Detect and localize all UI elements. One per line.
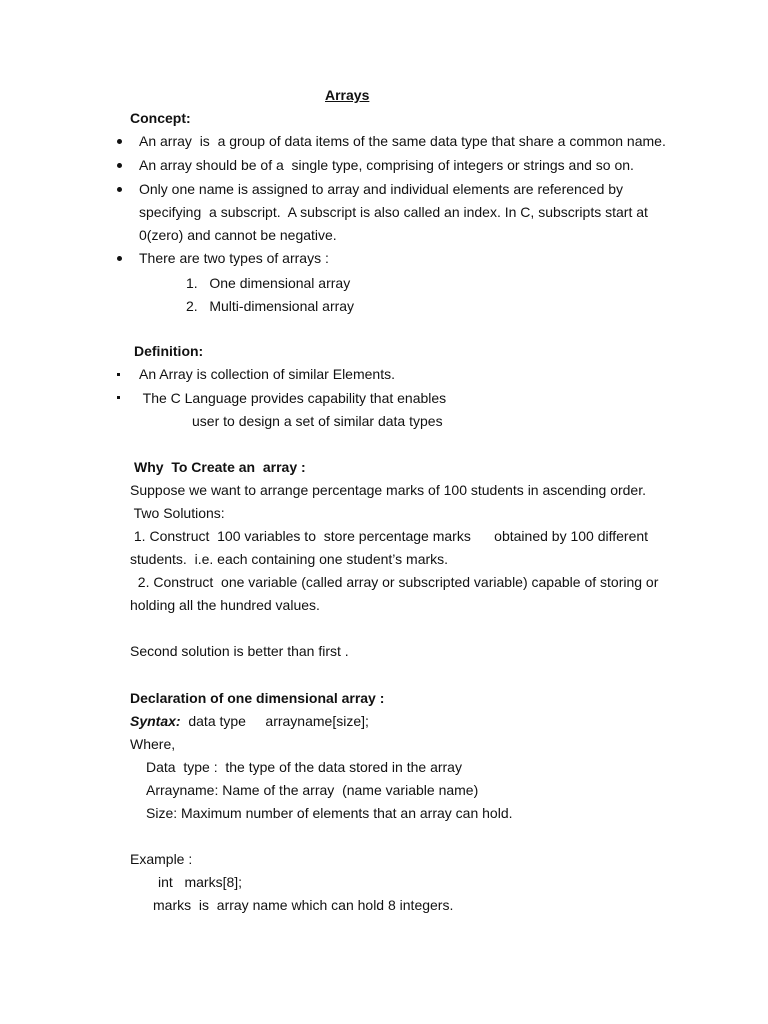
bullet-dot [117,373,120,376]
definition-item-1: An Array is collection of similar Elements. [139,366,395,382]
concept-bullet-3-line-3: 0(zero) and cannot be negative. [139,227,337,243]
page-title: Arrays [325,87,370,103]
concept-bullet-4: There are two types of arrays : [139,250,329,266]
bullet-dot [117,256,122,261]
why-line-1: Suppose we want to arrange percentage marks of 100 students in ascending order. [130,482,646,498]
declaration-heading: Declaration of one dimensional array : [130,690,385,706]
example-note: marks is array name which can hold 8 integers. [153,897,454,913]
concept-bullet-1: An array is a group of data items of the same data type that share a common name. [139,133,666,149]
syntax-line [130,713,369,730]
why-line-2: Two Solutions: [130,505,225,521]
bullet-dot [117,163,122,168]
syntax-label: Syntax: [130,713,181,729]
definition-item-2: The C Language provides capability that enables [139,390,447,406]
array-type-2: 2. Multi-dimensional array [186,298,355,314]
param-data-type: Data type : the type of the data stored in the array [146,759,462,775]
definition-heading: Definition: [134,343,204,359]
example-code: int marks[8]; [158,874,243,890]
array-type-1: 1. One dimensional array [186,275,351,291]
why-line-6: holding all the hundred values. [130,597,320,613]
why-line-4: students. i.e. each containing one student’s marks. [130,551,449,567]
concept-bullet-3-line-2: specifying a subscript. A subscript is also called an index. In C, subscripts start at [139,204,648,220]
why-conclusion: Second solution is better than first . [130,643,349,659]
example-label: Example : [130,851,193,867]
param-arrayname: Arrayname: Name of the array (name variable name) [146,782,479,798]
why-heading: Why To Create an array : [134,459,306,475]
why-line-5: 2. Construct one variable (called array or subscripted variable) capable of storing or [130,574,659,590]
bullet-dot [117,396,120,399]
concept-heading: Concept: [130,110,191,126]
concept-bullet-2: An array should be of a single type, comprising of integers or strings and so on. [139,157,634,173]
why-line-3: 1. Construct 100 variables to store percentage marks obtained by 100 different [130,528,649,544]
param-size: Size: Maximum number of elements that an array can hold. [146,805,513,821]
concept-bullet-3-line-1: Only one name is assigned to array and individual elements are referenced by [139,181,624,197]
syntax-text: data type arrayname[size]; [180,713,369,729]
bullet-dot [117,187,122,192]
bullet-dot [117,139,122,144]
where-label: Where, [130,736,176,752]
definition-item-2-continuation: user to design a set of similar data types [192,413,443,429]
